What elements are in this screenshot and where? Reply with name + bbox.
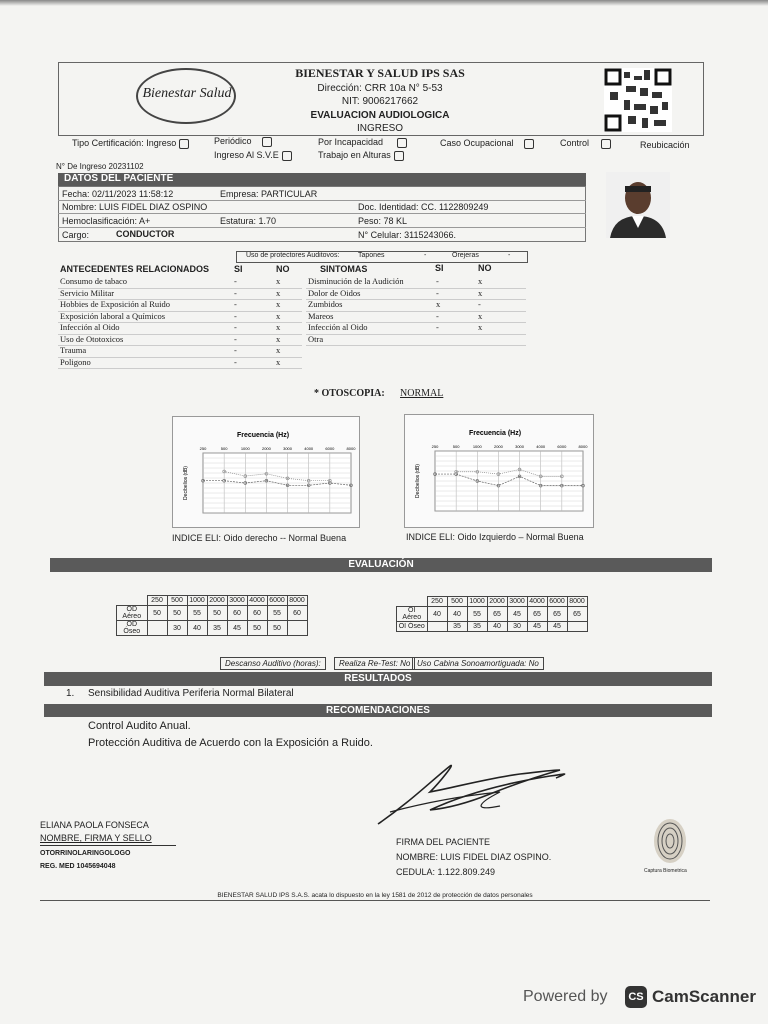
cert-reubicacion: Reubicación (640, 140, 690, 150)
table-cell: 40 (187, 621, 207, 636)
chart-tick-label: 250 (431, 444, 439, 449)
resultados-bar: RESULTADOS (44, 672, 712, 686)
history-label: Servicio Militar (60, 287, 115, 298)
chart-tick-label: 8000 (346, 446, 356, 451)
doctor-name: ELIANA PAOLA FONSECA (40, 820, 149, 830)
table-cell: 45 (547, 622, 567, 632)
chart-tick-label: 1000 (240, 446, 250, 451)
patient-divider (58, 227, 586, 228)
patient-portrait (606, 172, 670, 238)
orejeras-value: - (508, 252, 511, 259)
table-cell: 65 (527, 607, 547, 622)
table-freq-header: 500 (447, 597, 467, 607)
history-no: x (276, 322, 281, 332)
history-si: - (234, 287, 237, 298)
resultado-number: 1. (66, 688, 75, 699)
history-no: x (276, 276, 281, 286)
orejeras-label: Orejeras (452, 252, 479, 259)
table-cell: 50 (167, 606, 187, 621)
history-si: - (234, 322, 237, 332)
history-si: - (234, 310, 237, 321)
table-cell: 65 (547, 607, 567, 622)
resultado-item: Sensibilidad Auditiva Periferia Normal Bilateral (88, 688, 294, 699)
patient-hemoclasificacion: Hemoclasificación: A+ (62, 216, 151, 226)
checkbox-alturas[interactable] (394, 151, 404, 161)
table-row (117, 621, 308, 636)
table-freq-header: 250 (147, 596, 167, 606)
protectores-label: Uso de protectores Auditovos: (246, 252, 340, 259)
history-no: x (276, 345, 281, 355)
patient-signature-cedula: CEDULA: 1.122.809.249 (396, 867, 496, 877)
company-address: Dirección: CRR 10a N° 5-53 (317, 83, 443, 94)
chart-tick-label: 500 (220, 446, 228, 451)
chart-tick-label: 6000 (325, 446, 335, 451)
table-freq-header: 6000 (267, 596, 287, 606)
recomendaciones-bar: RECOMENDACIONES (44, 704, 712, 717)
table-freq-header: 2000 (487, 597, 507, 607)
table-row (117, 606, 308, 621)
history-si: x (436, 299, 441, 309)
patient-cargo: CONDUCTOR (116, 229, 175, 239)
ingreso-number: N° De Ingreso 20231102 (56, 162, 144, 171)
patient-divider (58, 213, 586, 214)
patient-nombre: Nombre: LUIS FIDEL DIAZ OSPINO (62, 202, 208, 212)
sintomas-si-header: SI (435, 263, 444, 273)
chart-tick-label: 4000 (304, 446, 314, 451)
table-freq-header: 8000 (567, 597, 587, 607)
recomendacion-item: Protección Auditiva de Acuerdo con la Exposición a Ruido. (88, 737, 373, 749)
table-freq-header: 1000 (467, 597, 487, 607)
patient-divider (58, 200, 586, 201)
cert-periodico: Periódico (214, 136, 272, 147)
document-title: EVALUACION AUDIOLOGICA (310, 110, 450, 121)
cert-control: Control (560, 138, 611, 149)
history-no: x (276, 287, 281, 298)
history-si: - (436, 287, 439, 298)
history-label: Dolor de Oidos (308, 287, 361, 298)
chart-tick-label: 500 (452, 444, 460, 449)
table-corner-cell (117, 596, 148, 606)
table-freq-header: 4000 (247, 596, 267, 606)
patient-signature (370, 752, 590, 832)
checkbox-ingreso[interactable] (179, 139, 189, 149)
table-header-row (397, 597, 588, 607)
chart-tick-label: 3000 (283, 446, 293, 451)
table-cell: 40 (447, 607, 467, 622)
audiogram-right (172, 416, 360, 528)
table-row (397, 607, 588, 622)
sintomas-title: SINTOMAS (320, 264, 368, 274)
chart-tick-label: 3000 (515, 444, 525, 449)
table-cell: 35 (447, 622, 467, 632)
table-cell (567, 622, 587, 632)
history-si: - (234, 356, 237, 367)
chart-title: Frecuencia (Hz) (468, 430, 522, 437)
history-no: x (276, 333, 281, 344)
history-no: - (478, 299, 481, 309)
checkbox-control[interactable] (601, 139, 611, 149)
descanso-cell: Descanso Auditivo (horas): (220, 657, 326, 670)
chart-tick-label: 2000 (261, 446, 271, 451)
scan-top-edge (0, 0, 768, 6)
history-no: x (478, 287, 483, 298)
table-freq-header: 1000 (187, 596, 207, 606)
table-row-label: OI Aéreo (397, 607, 428, 622)
table-cell: 40 (427, 607, 447, 622)
patient-photo (606, 172, 670, 238)
history-si: - (234, 345, 237, 355)
history-si: - (436, 322, 439, 332)
cert-ocupacional: Caso Ocupacional (440, 138, 534, 149)
antecedentes-si-header: SI (234, 264, 243, 274)
history-label: Trauma (60, 345, 87, 355)
checkbox-ingreso-sve[interactable] (282, 151, 292, 161)
table-cell: 45 (507, 607, 527, 622)
table-freq-header: 500 (167, 596, 187, 606)
qr-code (604, 68, 672, 132)
table-cell: 30 (507, 622, 527, 632)
fingerprint-icon (650, 816, 690, 866)
table-row-label: OD Aéreo (117, 606, 148, 621)
company-name: BIENESTAR Y SALUD IPS SAS (295, 66, 465, 80)
cabina-cell: Uso Cabina Sonoamortiguada: No (412, 657, 544, 670)
table-cell (427, 622, 447, 632)
legal-notice: BIENESTAR SALUD IPS S.A.S. acata lo dispuesto en la ley 1581 de 2012 de protección de datos personales (217, 892, 533, 899)
cert-alturas: Trabajo en Alturas (318, 150, 404, 161)
table-cell (147, 621, 167, 636)
table-freq-header: 6000 (547, 597, 567, 607)
patient-empresa: Empresa: PARTICULAR (220, 189, 318, 199)
table-cell: 50 (147, 606, 167, 621)
table-freq-header: 8000 (287, 596, 307, 606)
history-label: Uso de Ototoxicos (60, 333, 124, 344)
chart-tick-label: 8000 (578, 444, 588, 449)
history-label: Zumbidos (308, 299, 343, 309)
cert-tipo-ingreso: Tipo Certificación: Ingreso (72, 138, 189, 149)
history-si: - (436, 276, 439, 286)
table-cell: 45 (227, 621, 247, 636)
history-label: Mareos (308, 310, 334, 321)
otoscopia-value: NORMAL (400, 388, 444, 399)
eli-right-caption: INDICE ELI: Oido derecho -- Normal Buena (172, 533, 347, 543)
history-label: Poligono (60, 356, 91, 367)
fingerprint-label: Captura Biometrica (644, 868, 687, 874)
table-cell: 50 (207, 606, 227, 621)
chart-tick-label: 250 (199, 446, 207, 451)
history-no: x (276, 310, 281, 321)
tapones-value: - (424, 252, 427, 259)
patient-signature-name: NOMBRE: LUIS FIDEL DIAZ OSPINO. (396, 852, 552, 862)
table-od (116, 595, 308, 636)
patient-fecha: Fecha: 02/11/2023 11:58:12 (62, 189, 174, 199)
chart-ylabel: Decibelios (dB) (183, 466, 189, 500)
logo-text: Bienestar Salud (142, 86, 232, 101)
antecedentes-title: ANTECEDENTES RELACIONADOS (60, 264, 210, 274)
table-cell: 65 (567, 607, 587, 622)
patient-celular: N° Celular: 3115243066. (358, 230, 456, 240)
history-si: - (234, 276, 237, 286)
table-freq-header: 250 (427, 597, 447, 607)
table-row-label: OD Óseo (117, 621, 148, 636)
audiogram-left-svg (405, 415, 593, 527)
camscanner-brand: CamScanner (652, 987, 756, 1006)
checkbox-incapacidad[interactable] (397, 138, 407, 148)
doctor-signature-line (40, 845, 176, 846)
table-freq-header: 2000 (207, 596, 227, 606)
patient-estatura: Estatura: 1.70 (220, 216, 277, 226)
checkbox-ocupacional[interactable] (524, 139, 534, 149)
history-no: x (478, 322, 483, 332)
table-cell: 55 (267, 606, 287, 621)
chart-tick-label: 2000 (493, 444, 503, 449)
sintomas-no-header: NO (478, 263, 492, 273)
table-cell: 55 (187, 606, 207, 621)
history-label: Hobbies de Exposición al Ruido (60, 299, 171, 309)
history-row (306, 334, 526, 347)
chart-title: Frecuencia (Hz) (236, 432, 290, 439)
patient-cargo-label: Cargo: (62, 230, 90, 240)
legal-divider (40, 900, 710, 901)
audiogram-left (404, 414, 594, 528)
table-freq-header: 3000 (507, 597, 527, 607)
table-cell: 35 (207, 621, 227, 636)
table-cell: 60 (247, 606, 267, 621)
audiogram-right-svg (173, 417, 359, 527)
table-cell: 65 (487, 607, 507, 622)
table-cell: 60 (287, 606, 307, 621)
table-row-label: OI Óseo (397, 622, 428, 632)
chart-tick-label: 1000 (472, 444, 482, 449)
table-freq-header: 3000 (227, 596, 247, 606)
doctor-signature-label: NOMBRE, FIRMA Y SELLO (40, 833, 152, 843)
table-oi (396, 596, 588, 632)
recomendacion-item: Control Audito Anual. (88, 720, 191, 732)
history-si: - (234, 333, 237, 344)
camscanner-logo-icon: CS (625, 986, 647, 1008)
otoscopia-label: * OTOSCOPIA: (314, 388, 385, 399)
history-label: Infección al Oido (60, 322, 120, 332)
history-no: x (276, 299, 281, 309)
evaluacion-bar: EVALUACIÓN (50, 558, 712, 572)
table-cell: 30 (167, 621, 187, 636)
patient-section-bar: DATOS DEL PACIENTE (58, 173, 586, 186)
retest-cell: Realiza Re-Test: No (334, 657, 415, 670)
table-cell: 60 (227, 606, 247, 621)
table-header-row (117, 596, 308, 606)
cert-incapacidad: Por Incapacidad (318, 137, 407, 148)
table-cell: 50 (247, 621, 267, 636)
history-label: Otra (308, 333, 324, 344)
checkbox-periodico[interactable] (262, 137, 272, 147)
table-cell: 55 (467, 607, 487, 622)
history-label: Exposición laboral a Químicos (60, 310, 166, 321)
table-row (397, 622, 588, 632)
history-si: - (234, 299, 237, 309)
company-nit: NIT: 9006217662 (341, 96, 419, 107)
chart-tick-label: 6000 (557, 444, 567, 449)
chart-ylabel: Decibelios (dB) (415, 464, 421, 498)
table-cell: 40 (487, 622, 507, 632)
history-no: x (478, 276, 483, 286)
patient-peso: Peso: 78 KL (358, 216, 408, 226)
table-freq-header: 4000 (527, 597, 547, 607)
history-si: - (436, 310, 439, 321)
history-row (58, 357, 302, 370)
tapones-label: Tapones (358, 252, 385, 259)
patient-signature-label: FIRMA DEL PACIENTE (396, 837, 491, 847)
doctor-registro: REG. MED 1045694048 (40, 863, 116, 870)
document-subtitle: INGRESO (356, 123, 404, 134)
history-label: Infección al Oido (308, 322, 368, 332)
doctor-specialty: OTORRINOLARINGOLOGO (40, 850, 131, 857)
table-cell: 35 (467, 622, 487, 632)
history-label: Consumo de tabaco (60, 276, 128, 286)
table-corner-cell (397, 597, 428, 607)
patient-documento: Doc. Identidad: CC. 1122809249 (358, 202, 489, 212)
history-no: x (478, 310, 483, 321)
table-cell: 50 (267, 621, 287, 636)
cert-ingreso-sve: Ingreso Al S.V.E (214, 150, 292, 161)
table-cell: 45 (527, 622, 547, 632)
table-cell (287, 621, 307, 636)
antecedentes-no-header: NO (276, 264, 290, 274)
eli-left-caption: INDICE ELI: Oido Izquierdo – Normal Buena (406, 532, 584, 542)
chart-tick-label: 4000 (536, 444, 546, 449)
history-label: Disminución de la Audición (308, 276, 404, 286)
powered-by-text: Powered by (523, 988, 608, 1005)
history-no: x (276, 356, 281, 367)
